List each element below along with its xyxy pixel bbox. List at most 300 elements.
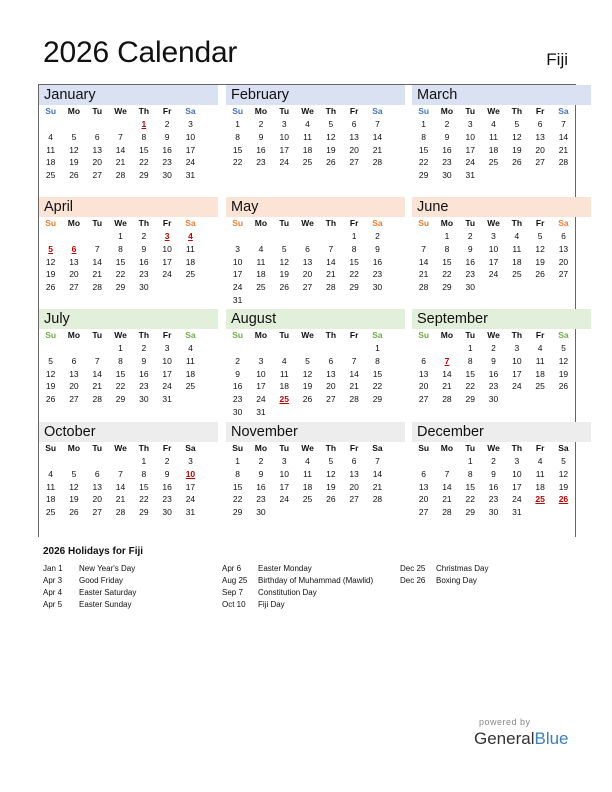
- day-cell: 20: [69, 381, 79, 392]
- week-row: [39, 506, 218, 519]
- day-cell: 31: [465, 170, 475, 181]
- weekday-label: We: [114, 106, 127, 116]
- day-cell: 27: [69, 282, 79, 293]
- day-cell: 10: [279, 468, 289, 479]
- day-cell: 18: [302, 144, 313, 155]
- empty-day-cell: [552, 393, 575, 406]
- week-row: [412, 268, 591, 281]
- month-name: June: [412, 197, 591, 217]
- day-cell: 17: [232, 269, 243, 280]
- day-cell: 11: [46, 481, 56, 492]
- day-cell: 23: [465, 269, 475, 280]
- day-cell: 26: [45, 394, 56, 405]
- holiday-date: Oct 10: [222, 600, 246, 609]
- day-cell: 26: [326, 157, 336, 168]
- empty-day-cell: [342, 294, 365, 307]
- day-cell: 9: [491, 468, 496, 479]
- day-cell: 19: [535, 256, 545, 267]
- weekday-label: Sa: [372, 443, 383, 453]
- day-cell: 12: [279, 256, 289, 267]
- day-cell: 6: [421, 468, 427, 479]
- day-cell: 7: [118, 468, 123, 479]
- holiday-date: Jan 1: [43, 564, 63, 573]
- empty-day-cell: [179, 393, 202, 406]
- day-cell: 30: [442, 170, 452, 181]
- day-cell: 31: [512, 507, 522, 518]
- day-cell: 22: [465, 381, 475, 392]
- day-cell: 15: [418, 144, 429, 155]
- day-cell: 17: [279, 481, 289, 492]
- holiday-column: [222, 563, 373, 611]
- holiday-name: Good Friday: [79, 576, 124, 585]
- day-cell: 8: [467, 468, 473, 479]
- day-cell: 20: [349, 481, 359, 492]
- holiday-name: Boxing Day: [436, 576, 477, 585]
- week-row: [39, 455, 218, 468]
- week-row: [412, 493, 591, 506]
- month-name: March: [412, 85, 591, 105]
- day-cell: 9: [141, 355, 147, 366]
- day-cell: 27: [349, 157, 359, 168]
- day-cell: 7: [118, 131, 123, 142]
- day-cell: 24: [279, 157, 289, 168]
- day-cell: 28: [326, 282, 336, 293]
- weekday-label: Th: [325, 106, 337, 116]
- empty-day-cell: [319, 230, 342, 243]
- day-cell: 26: [69, 170, 79, 181]
- month-name: September: [412, 309, 591, 329]
- week-row: [39, 481, 218, 494]
- day-cell: 17: [162, 368, 172, 379]
- day-cell: 26: [45, 282, 56, 293]
- empty-day-cell: [528, 281, 551, 294]
- holiday-date: Apr 4: [43, 588, 63, 597]
- day-cell: 15: [139, 481, 149, 492]
- day-cell: 15: [115, 256, 126, 267]
- day-cell: 28: [442, 507, 452, 518]
- empty-day-cell: [552, 506, 575, 519]
- day-cell: 20: [349, 144, 359, 155]
- empty-day-cell: [226, 342, 249, 355]
- holiday-name: Easter Saturday: [79, 588, 137, 597]
- day-cell: 28: [418, 282, 429, 293]
- weekday-header: [39, 105, 218, 118]
- day-cell: 12: [69, 481, 79, 492]
- weekday-label: Tu: [92, 218, 103, 228]
- weekday-label: Mo: [254, 106, 268, 116]
- day-cell: 18: [256, 269, 266, 280]
- day-cell: 5: [305, 355, 310, 366]
- day-cell: 26: [558, 381, 569, 392]
- day-cell: 19: [45, 381, 56, 392]
- day-cell: 24: [232, 282, 243, 293]
- day-cell: 20: [326, 381, 336, 392]
- day-cell: 19: [69, 157, 79, 168]
- day-cell: 1: [375, 343, 380, 353]
- weekday-label: Th: [511, 106, 523, 116]
- day-cell: 4: [188, 343, 193, 353]
- holiday-name: Constitution Day: [258, 588, 317, 597]
- day-cell: 3: [514, 456, 520, 466]
- day-cell: 3: [235, 243, 241, 254]
- day-cell: 1: [467, 456, 473, 466]
- day-cell: 7: [94, 355, 100, 366]
- holiday-day-cell: 1: [141, 119, 147, 129]
- day-cell: 2: [444, 119, 450, 129]
- day-cell: 14: [372, 131, 383, 142]
- week-row: [39, 131, 218, 144]
- day-cell: 2: [141, 343, 147, 353]
- holiday-column: [43, 563, 136, 611]
- day-cell: 29: [115, 282, 126, 293]
- day-cell: 9: [258, 131, 264, 142]
- day-cell: 14: [442, 368, 452, 379]
- weekday-label: Mo: [440, 106, 454, 116]
- weekday-label: Tu: [279, 443, 290, 453]
- weekday-label: Su: [45, 218, 57, 228]
- weekday-label: Th: [511, 443, 523, 453]
- day-cell: 3: [164, 343, 170, 353]
- day-cell: 12: [302, 368, 313, 379]
- empty-day-cell: [39, 230, 62, 243]
- day-cell: 8: [235, 131, 241, 142]
- week-row: [412, 506, 591, 519]
- day-cell: 30: [162, 507, 172, 518]
- day-cell: 18: [488, 144, 499, 155]
- day-cell: 18: [185, 368, 196, 379]
- day-cell: 16: [488, 368, 499, 379]
- day-cell: 18: [302, 481, 313, 492]
- holiday-name: Birthday of Muhammad (Mawlid): [258, 576, 374, 585]
- day-cell: 29: [232, 507, 243, 518]
- day-cell: 13: [558, 243, 569, 254]
- day-cell: 5: [71, 131, 77, 142]
- day-cell: 27: [418, 507, 429, 518]
- weekday-label: Mo: [254, 443, 268, 453]
- holiday-name: New Year's Day: [79, 564, 136, 573]
- powered-by-label: powered by: [479, 717, 531, 727]
- day-cell: 11: [303, 468, 312, 479]
- weekday-label: We: [301, 218, 314, 228]
- holiday-day-cell: 25: [279, 394, 289, 405]
- day-cell: 11: [279, 368, 289, 379]
- week-row: [39, 230, 218, 243]
- weekday-label: Th: [325, 443, 337, 453]
- month-name: August: [226, 309, 405, 329]
- weekday-label: We: [114, 218, 127, 228]
- day-cell: 25: [256, 282, 266, 293]
- holiday-day-cell: 3: [164, 231, 170, 241]
- empty-day-cell: [482, 281, 505, 294]
- month-name: January: [39, 85, 218, 105]
- day-cell: 29: [349, 282, 359, 293]
- day-cell: 16: [232, 381, 243, 392]
- day-cell: 27: [302, 282, 313, 293]
- week-row: [412, 481, 591, 494]
- day-cell: 14: [92, 256, 102, 267]
- week-row: [39, 268, 218, 281]
- day-cell: 15: [442, 256, 452, 267]
- week-row: [412, 118, 591, 131]
- weekday-label: Mo: [254, 218, 268, 228]
- holiday-column: [400, 563, 488, 587]
- day-cell: 30: [139, 282, 149, 293]
- weekday-label: Tu: [465, 106, 476, 116]
- day-cell: 26: [279, 282, 289, 293]
- day-cell: 22: [349, 269, 359, 280]
- day-cell: 14: [418, 256, 429, 267]
- week-row: [226, 342, 405, 355]
- week-row: [412, 243, 591, 256]
- week-row: [39, 169, 218, 182]
- day-cell: 18: [535, 368, 545, 379]
- day-cell: 22: [115, 381, 126, 392]
- week-row: [226, 355, 405, 368]
- day-cell: 20: [92, 494, 102, 505]
- day-cell: 28: [92, 282, 102, 293]
- day-cell: 12: [45, 368, 56, 379]
- day-cell: 16: [442, 144, 452, 155]
- day-cell: 19: [326, 144, 336, 155]
- day-cell: 17: [488, 256, 499, 267]
- weekday-label: Tu: [92, 330, 103, 340]
- day-cell: 29: [465, 507, 475, 518]
- day-cell: 17: [279, 144, 289, 155]
- day-cell: 25: [45, 170, 56, 181]
- week-row: [412, 368, 591, 381]
- day-cell: 17: [162, 256, 172, 267]
- holiday-day-cell: 7: [444, 355, 450, 366]
- day-cell: 8: [235, 468, 241, 479]
- weekday-label: Tu: [465, 443, 476, 453]
- day-cell: 16: [139, 256, 149, 267]
- month-january: [39, 85, 218, 198]
- day-cell: 30: [256, 507, 266, 518]
- day-cell: 16: [162, 144, 172, 155]
- weekday-label: Su: [232, 106, 244, 116]
- weekday-header: [39, 329, 218, 342]
- day-cell: 8: [141, 131, 147, 142]
- day-cell: 19: [302, 381, 313, 392]
- empty-day-cell: [273, 342, 296, 355]
- day-cell: 12: [326, 468, 336, 479]
- day-cell: 19: [558, 481, 569, 492]
- empty-day-cell: [319, 406, 342, 419]
- day-cell: 28: [115, 507, 126, 518]
- day-cell: 24: [512, 494, 522, 505]
- weekday-label: Fr: [349, 330, 359, 340]
- day-cell: 29: [465, 394, 475, 405]
- day-cell: 13: [535, 131, 545, 142]
- week-row: [412, 156, 591, 169]
- week-row: [226, 406, 405, 419]
- day-cell: 12: [512, 131, 522, 142]
- day-cell: 26: [512, 157, 522, 168]
- empty-day-cell: [412, 455, 435, 468]
- day-cell: 18: [535, 481, 545, 492]
- day-cell: 28: [372, 157, 383, 168]
- weekday-label: Mo: [254, 330, 268, 340]
- day-cell: 28: [442, 394, 452, 405]
- day-cell: 6: [351, 456, 357, 466]
- empty-day-cell: [342, 406, 365, 419]
- empty-day-cell: [39, 342, 62, 355]
- day-cell: 21: [326, 269, 336, 280]
- day-cell: 20: [92, 157, 102, 168]
- week-row: [226, 256, 405, 269]
- month-name: December: [412, 422, 591, 442]
- day-cell: 3: [281, 456, 287, 466]
- weekday-label: Sa: [185, 330, 196, 340]
- day-cell: 1: [444, 231, 450, 241]
- day-cell: 11: [46, 144, 56, 155]
- weekday-label: Su: [232, 443, 244, 453]
- weekday-label: Mo: [67, 330, 81, 340]
- week-row: [226, 506, 405, 519]
- day-cell: 12: [535, 243, 545, 254]
- weekday-label: Mo: [67, 218, 81, 228]
- day-cell: 14: [326, 256, 336, 267]
- day-cell: 30: [162, 170, 172, 181]
- month-march: [412, 85, 591, 198]
- day-cell: 22: [418, 157, 429, 168]
- day-cell: 6: [71, 355, 77, 366]
- day-cell: 4: [537, 456, 543, 466]
- weekday-label: Fr: [535, 218, 545, 228]
- weekday-label: Sa: [372, 106, 383, 116]
- day-cell: 6: [351, 119, 357, 129]
- day-cell: 13: [349, 131, 359, 142]
- month-name: April: [39, 197, 218, 217]
- holiday-date: Apr 6: [222, 564, 242, 573]
- day-cell: 20: [418, 381, 429, 392]
- weekday-label: Fr: [162, 106, 172, 116]
- day-cell: 11: [512, 243, 522, 254]
- weekday-label: Fr: [535, 106, 545, 116]
- day-cell: 20: [558, 256, 569, 267]
- empty-day-cell: [155, 281, 178, 294]
- day-cell: 20: [69, 269, 79, 280]
- week-row: [39, 468, 218, 481]
- holiday-entry: [43, 587, 136, 599]
- day-cell: 9: [491, 355, 496, 366]
- empty-day-cell: [319, 506, 342, 519]
- weekday-label: Th: [325, 218, 337, 228]
- day-cell: 21: [442, 381, 452, 392]
- day-cell: 29: [139, 170, 149, 181]
- generalblue-logo[interactable]: [474, 729, 569, 749]
- empty-day-cell: [86, 455, 109, 468]
- empty-day-cell: [319, 294, 342, 307]
- day-cell: 21: [92, 381, 102, 392]
- day-cell: 30: [139, 394, 149, 405]
- day-cell: 1: [118, 231, 123, 241]
- day-cell: 7: [328, 243, 334, 254]
- day-cell: 18: [45, 157, 56, 168]
- day-cell: 1: [235, 119, 241, 129]
- weekday-label: Su: [45, 106, 57, 116]
- day-cell: 14: [558, 131, 569, 142]
- weekday-header: [39, 217, 218, 230]
- day-cell: 27: [92, 507, 102, 518]
- empty-day-cell: [366, 294, 389, 307]
- day-cell: 13: [349, 468, 359, 479]
- holiday-entry: [43, 599, 136, 611]
- day-cell: 3: [188, 456, 193, 466]
- day-cell: 8: [351, 243, 357, 254]
- week-row: [39, 393, 218, 406]
- empty-day-cell: [505, 281, 528, 294]
- week-row: [226, 118, 405, 131]
- empty-day-cell: [528, 506, 551, 519]
- day-cell: 15: [115, 368, 126, 379]
- day-cell: 6: [421, 355, 427, 366]
- weekday-label: Su: [418, 330, 430, 340]
- empty-day-cell: [435, 455, 458, 468]
- day-cell: 29: [372, 394, 383, 405]
- day-cell: 8: [118, 243, 123, 254]
- weekday-header: [412, 329, 591, 342]
- weekday-header: [39, 442, 218, 455]
- day-cell: 15: [465, 481, 475, 492]
- day-cell: 17: [465, 144, 475, 155]
- day-cell: 10: [512, 468, 522, 479]
- day-cell: 5: [514, 119, 520, 129]
- weekday-label: Tu: [92, 106, 103, 116]
- empty-day-cell: [342, 506, 365, 519]
- day-cell: 11: [303, 131, 312, 142]
- day-cell: 14: [349, 368, 359, 379]
- weekday-label: Sa: [558, 330, 569, 340]
- month-april: [39, 197, 218, 310]
- day-cell: 4: [305, 456, 310, 466]
- empty-day-cell: [273, 294, 296, 307]
- holiday-date: Aug 25: [222, 576, 248, 585]
- week-row: [39, 368, 218, 381]
- empty-day-cell: [319, 342, 342, 355]
- day-cell: 4: [491, 119, 496, 129]
- day-cell: 27: [69, 394, 79, 405]
- empty-day-cell: [552, 169, 575, 182]
- empty-day-cell: [62, 230, 85, 243]
- week-row: [226, 294, 405, 307]
- day-cell: 8: [375, 355, 380, 366]
- week-row: [226, 268, 405, 281]
- logo-blue-text: Blue: [534, 729, 569, 748]
- day-cell: 23: [442, 157, 452, 168]
- week-row: [226, 281, 405, 294]
- day-cell: 21: [558, 144, 569, 155]
- day-cell: 1: [421, 119, 427, 129]
- day-cell: 17: [512, 368, 522, 379]
- empty-day-cell: [273, 406, 296, 419]
- page-title: 2026 Calendar: [43, 36, 238, 69]
- day-cell: 2: [164, 119, 170, 129]
- week-row: [412, 468, 591, 481]
- weekday-label: Sa: [185, 218, 196, 228]
- day-cell: 4: [48, 468, 54, 479]
- day-cell: 22: [139, 494, 149, 505]
- day-cell: 8: [467, 355, 473, 366]
- weekday-label: Su: [418, 443, 430, 453]
- empty-day-cell: [296, 294, 319, 307]
- weekday-label: Sa: [185, 106, 196, 116]
- month-may: [226, 197, 405, 310]
- holiday-entry: [43, 575, 136, 587]
- day-cell: 16: [465, 256, 475, 267]
- holiday-day-cell: 4: [188, 231, 193, 241]
- holiday-day-cell: 10: [185, 468, 196, 479]
